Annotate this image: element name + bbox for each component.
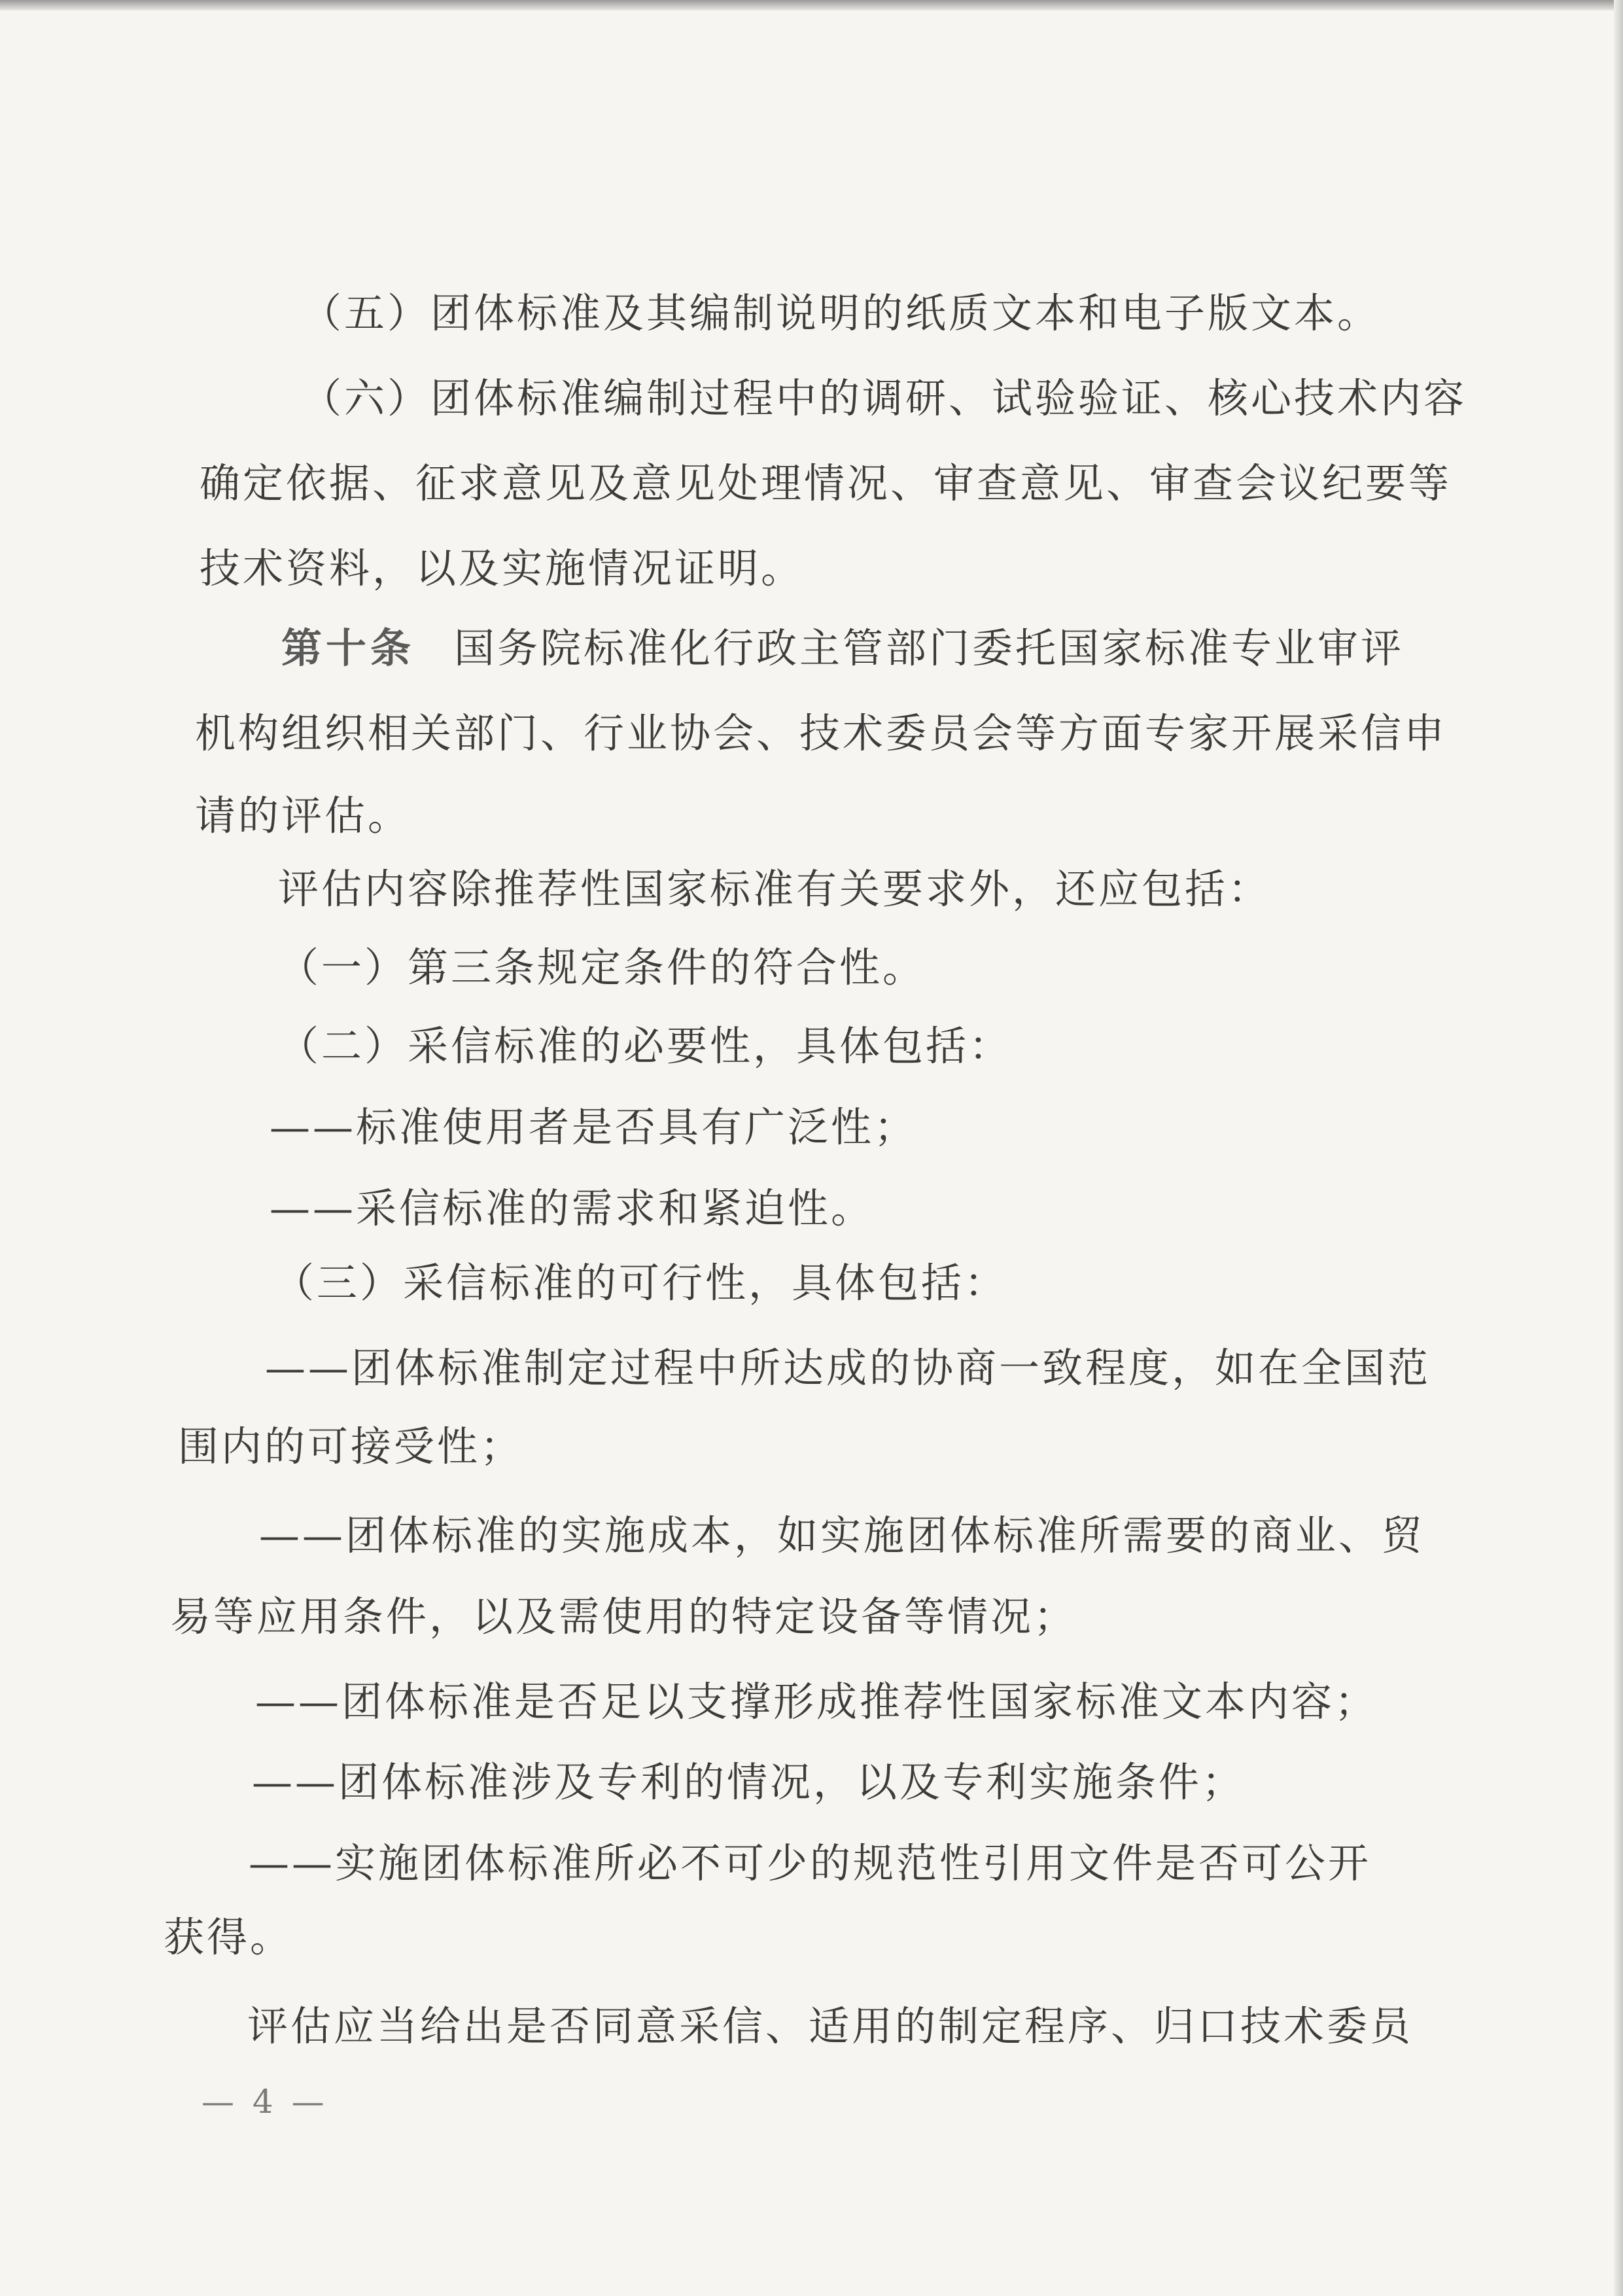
item-three-line: （三）采信标准的可行性，具体包括： [273,1259,1008,1307]
evaluation-intro-line: 评估内容除推荐性国家标准有关要求外，还应包括： [278,865,1272,913]
article-ten-line-2: 机构组织相关部门、行业协会、技术委员会等方面专家开展采信申 [195,709,1448,757]
item-three-dash-4: ——团体标准涉及专利的情况，以及专利实施条件； [252,1758,1246,1806]
item-three-dash-5-line-2: 获得。 [164,1913,294,1961]
item-two-dash-2: ——采信标准的需求和紧迫性。 [270,1184,875,1232]
article-ten-line-1 [281,624,1405,672]
article-ten-line-3: 请的评估。 [195,792,411,839]
article-ten-heading: 第十条 [281,624,415,672]
item-six-line-1: （六）团体标准编制过程中的调研、试验验证、核心技术内容 [301,374,1467,422]
item-three-dash-1-line-1: ——团体标准制定过程中所达成的协商一致程度，如在全国范 [265,1344,1431,1392]
item-three-dash-2-line-1: ——团体标准的实施成本，如实施团体标准所需要的商业、贸 [259,1511,1425,1559]
item-three-dash-5-line-1: ——实施团体标准所必不可少的规范性引用文件是否可公开 [249,1839,1372,1887]
article-ten-text-1: 国务院标准化行政主管部门委托国家标准专业审评 [454,624,1405,672]
item-one-line: （一）第三条规定条件的符合性。 [278,944,926,991]
item-two-dash-1: ——标准使用者是否具有广泛性； [270,1103,918,1151]
item-three-dash-2-line-2: 易等应用条件，以及需使用的特定设备等情况； [170,1593,1077,1640]
item-five-line: （五）团体标准及其编制说明的纸质文本和电子版文本。 [301,289,1381,337]
evaluation-conclusion-line: 评估应当给出是否同意采信、适用的制定程序、归口技术委员 [247,2002,1414,2050]
item-three-dash-1-line-2: 围内的可接受性； [178,1422,524,1470]
item-six-line-3: 技术资料，以及实施情况证明。 [200,544,805,592]
item-three-dash-3: ——团体标准是否足以支撑形成推荐性国家标准文本内容； [255,1678,1378,1725]
page-number: — 4 — [201,2083,328,2121]
item-six-line-2: 确定依据、征求意见及意见处理情况、审查意见、审查会议纪要等 [200,459,1452,507]
item-two-line: （二）采信标准的必要性，具体包括： [278,1022,1013,1070]
